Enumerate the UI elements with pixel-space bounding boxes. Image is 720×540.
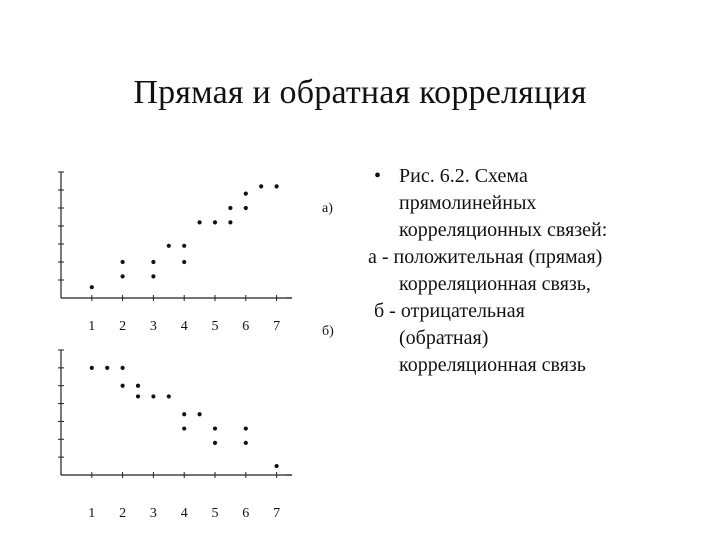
chart-a-data-point (244, 192, 248, 196)
chart-a-data-point (121, 274, 125, 278)
chart-a-data-point (275, 184, 279, 188)
chart-a-data-point (121, 260, 125, 264)
caption-line-1: • Рис. 6.2. Схема (368, 163, 713, 190)
chart-a-panel-label: а) (322, 201, 333, 216)
chart-a-data-point (198, 220, 202, 224)
chart-b-data-point (182, 412, 186, 416)
chart-b-x-tick-label: 4 (180, 506, 188, 521)
chart-a-data-point (213, 220, 217, 224)
chart-a-x-tick-label: 2 (119, 319, 127, 334)
caption-line-3: корреляционных связей: (399, 219, 608, 241)
chart-a-x-tick-label: 1 (88, 319, 96, 334)
chart-b-x-tick-label: 1 (88, 506, 96, 521)
chart-b-data-point (121, 366, 125, 370)
bullet-icon: • (374, 165, 382, 187)
chart-a-data-point (182, 260, 186, 264)
chart-b-x-tick-label: 5 (211, 506, 219, 521)
caption-line-8: корреляционная связь (399, 354, 586, 376)
chart-b-panel-label: б) (322, 324, 334, 339)
chart-b-x-tick-label: 6 (242, 506, 250, 521)
caption-line-7: (обратная) (399, 327, 489, 349)
chart-b-data-point (213, 441, 217, 445)
chart-a-data-point (259, 184, 263, 188)
chart-b-data-point (167, 394, 171, 398)
chart-b-data-point (136, 394, 140, 398)
chart-b-data-point (213, 426, 217, 430)
chart-b-x-tick-label: 3 (149, 506, 157, 521)
chart-b-data-point (244, 426, 248, 430)
chart-a-data-point (244, 206, 248, 210)
caption-line-2: прямолинейных (399, 192, 537, 214)
chart-a-data-point (228, 220, 232, 224)
chart-b-data-point (90, 366, 94, 370)
chart-b-data-point (121, 384, 125, 388)
figure-caption (368, 163, 713, 379)
chart-b-data-point (244, 441, 248, 445)
slide-title: Прямая и обратная корреляция (133, 74, 587, 111)
chart-b-x-tick-label: 2 (119, 506, 127, 521)
chart-a-x-tick-label: 7 (273, 319, 281, 334)
chart-a-data-point (182, 244, 186, 248)
chart-b-data-point (198, 412, 202, 416)
chart-b-data-point (105, 366, 109, 370)
chart-a-x-tick-label: 3 (149, 319, 157, 334)
chart-b-data-point (275, 464, 279, 468)
chart-b-data-point (136, 384, 140, 388)
chart-b-data-point (151, 394, 155, 398)
chart-a-x-tick-label: 4 (180, 319, 188, 334)
chart-a-x-tick-label: 5 (211, 319, 219, 334)
chart-a-x-tick-label: 6 (242, 319, 250, 334)
chart-a-data-point (151, 260, 155, 264)
chart-a-data-point (151, 274, 155, 278)
chart-a-data-point (167, 244, 171, 248)
caption-line-6: б - отрицательная (374, 300, 525, 322)
chart-a-data-point (90, 285, 94, 289)
chart-b-data-point (182, 426, 186, 430)
caption-line-5: корреляционная связь, (399, 273, 591, 295)
chart-b-x-tick-label: 7 (273, 506, 281, 521)
caption-line-4: а - положительная (прямая) (368, 246, 603, 268)
chart-a-data-point (228, 206, 232, 210)
